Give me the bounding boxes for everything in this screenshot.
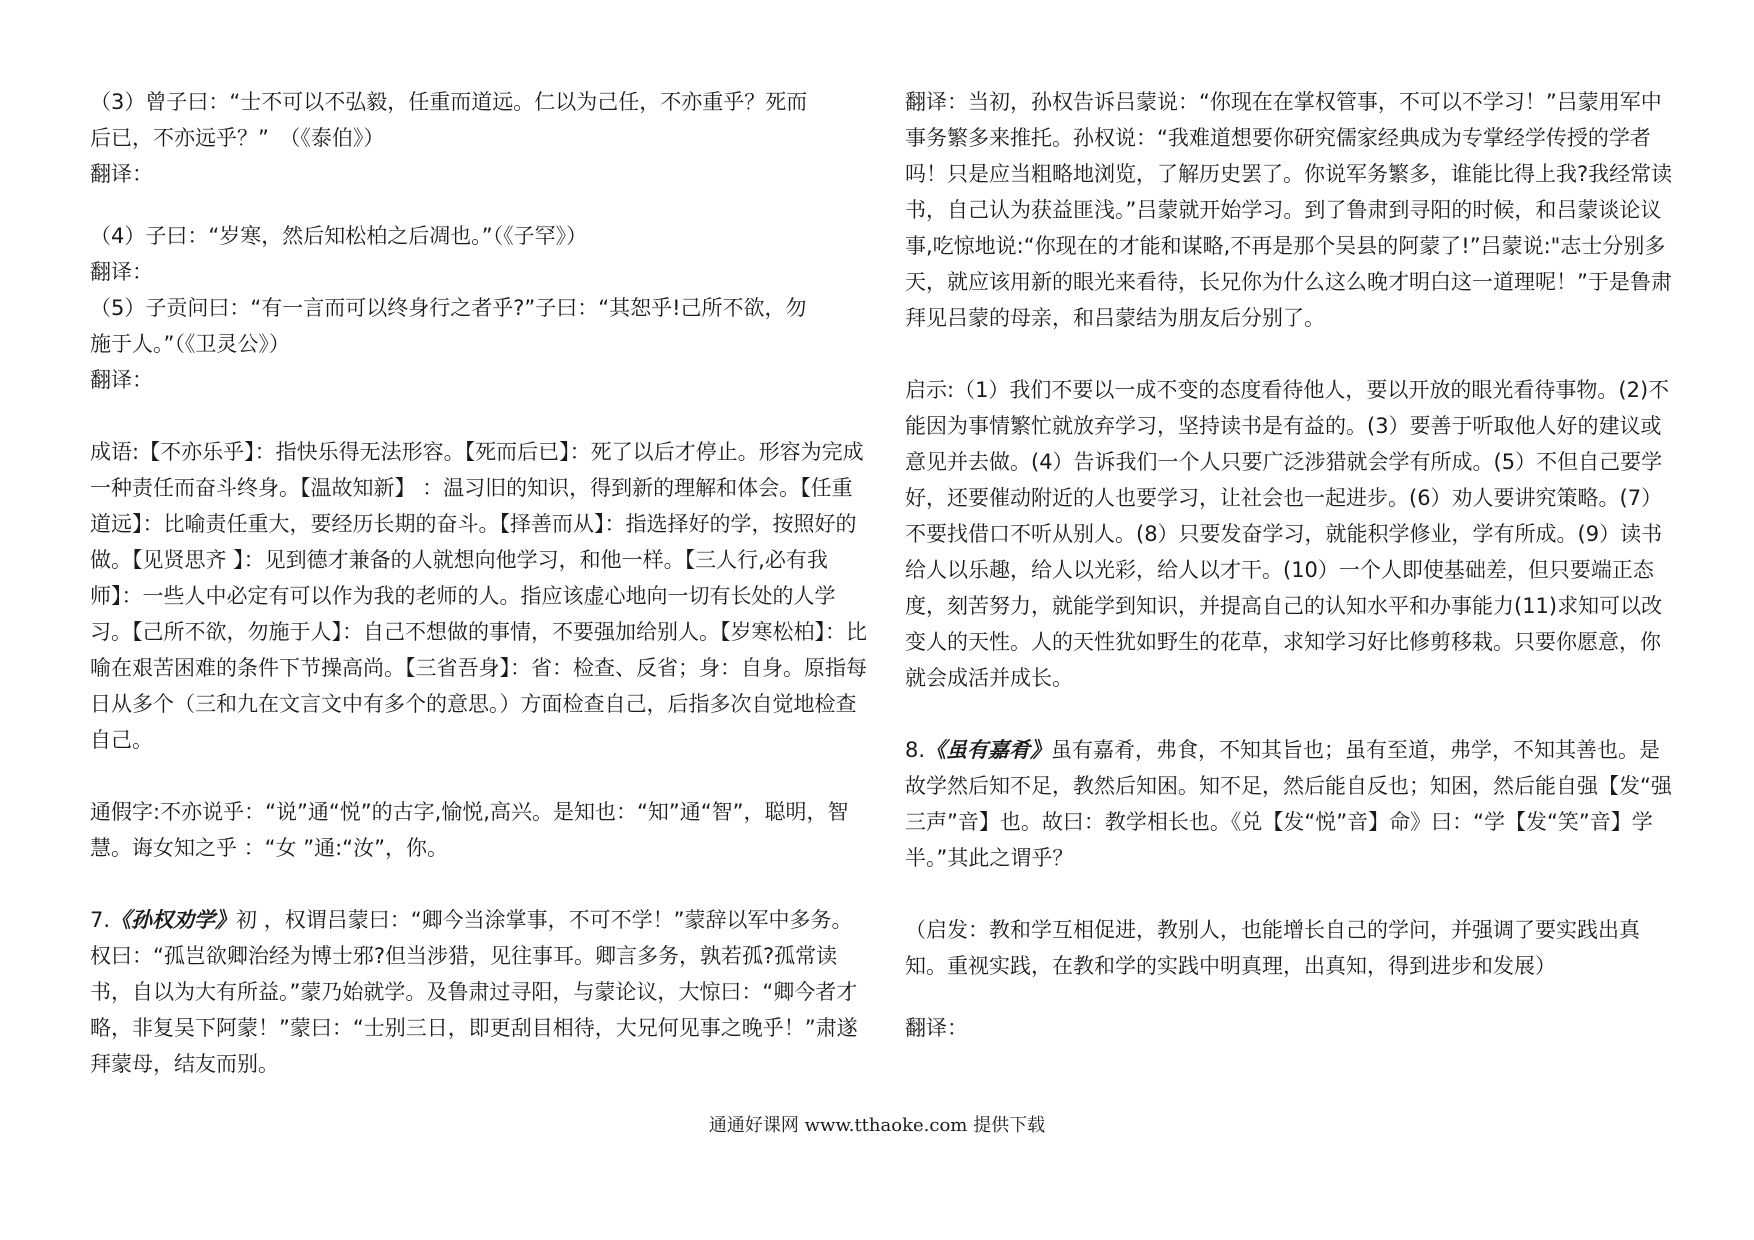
section8-title: 《虽有嘉肴》 bbox=[925, 738, 1052, 762]
tongjia-paragraph: 通假字:不亦说乎：“说”通“悦”的古字,愉悦,高兴。是知也：“知”通“智”，聪明，智慧。诲女知之乎 ：“女 ”通:“汝”，你。 bbox=[90, 800, 849, 860]
idioms-paragraph: 成语:【不亦乐乎】：指快乐得无法形容。【死而后已】：死了以后才停止。形容为完成一种责任而奋斗终身。【温故知新】 ：温习旧的知识，得到新的理解和体会。【任重道远】：比喻责任重大，要经历长期的奋斗。【择善而从】：指选择好的学，按照好的做。【见贤思齐 】：见到德才兼备的人就想向他学习，和他一样。【三人行,必有我师】：一些人中必定有可以作为我的老师的人。指应该虚心地向一切有长处的人学习。【己所不欲，勿施于人】：自己不想做的事情，不要强加给别人。【岁寒松柏】：比喻在艰苦困难的条件下节操高尚。【三省吾身】：省：检查、反省；身：自身。原指每日从多个（三和九在文言文中有多个的意思。）方面检查自己，后指多次自觉地检查自己。 bbox=[90, 440, 867, 752]
page-footer: 通通好课网 www.tthaoke.com 提供下载 bbox=[708, 1115, 1046, 1136]
section7-translation: 翻译：当初，孙权告诉吕蒙说：“你现在在掌权管事，不可以不学习！”吕蒙用军中事务繁多来推托。孙权说：“我难道想要你研究儒家经典成为专掌经学传授的学者吗！只是应当粗略地浏览，了解历史罢了。你说军务繁多，谁能比得上我?我经常读书，自己认为获益匪浅。”吕蒙就开始学习。到了鲁肃到寻阳的时候，和吕蒙谈论议事,吃惊地说:“你现在的才能和谋略,不再是那个吴县的阿蒙了!”吕蒙说:"志士分别多天，就应该用新的眼光来看待，长兄你为什么这么晚才明白这一道理呢！”于是鲁肃拜见吕蒙的母亲，和吕蒙结为朋友后分别了。 bbox=[905, 90, 1673, 330]
q4-translation-label: 翻译： bbox=[90, 260, 153, 284]
section8-text: 虽有嘉肴，弗食，不知其旨也；虽有至道，弗学，不知其善也。是故学然后知不足，教然后知困。知不足，然后能自反也；知困，然后能自强【发“强三声”音】也。故曰：教学相长也。《兑【发“悦”音】命》曰：“学【发“笑”音】学半。”其此之谓乎？ bbox=[905, 738, 1672, 870]
q4-line1: （4）子曰：“岁寒，然后知松柏之后凋也。”（《子罕》） bbox=[90, 224, 588, 248]
section7-paragraph bbox=[90, 902, 872, 1082]
section8-number: 8. bbox=[905, 738, 926, 762]
q5-line1: （5）子贡问曰：“有一言而可以终身行之者乎?”子曰：“其恕乎!己所不欲，勿 bbox=[90, 296, 807, 320]
section7-lessons: 启示:（1）我们不要以一成不变的态度看待他人，要以开放的眼光看待事物。(2)不能因为事情繁忙就放弃学习，坚持读书是有益的。(3）要善于听取他人好的建议或意见并去做。(4）告诉我们一个人只要广泛涉猎就会学有所成。(5）不但自己要学好，还要催动附近的人也要学习，让社会也一起进步。(6）劝人要讲究策略。(7）不要找借口不听从别人。(8）只要发奋学习，就能积学修业，学有所成。(9）读书给人以乐趣，给人以光彩，给人以才干。(10）一个人即使基础差，但只要端正态度，刻苦努力，就能学到知识，并提高自己的认知水平和办事能力(11)求知可以改变人的天性。人的天性犹如野生的花草，求知学习好比修剪移栽。只要你愿意，你就会成活并成长。 bbox=[905, 378, 1670, 690]
right-column bbox=[905, 84, 1680, 1046]
q5-translation-label: 翻译： bbox=[90, 368, 153, 392]
q5-line2: 施于人。”（《卫灵公》） bbox=[90, 332, 290, 356]
section7-title: 《孙权劝学》 bbox=[110, 908, 237, 932]
section8-paragraph bbox=[905, 732, 1680, 876]
q3-line1: （3）曾子曰：“士不可以不弘毅，任重而道远。仁以为己任，不亦重乎？死而 bbox=[90, 90, 808, 114]
left-column bbox=[90, 84, 872, 1082]
q3-line2: 后已，不亦远乎？” （《泰伯》） bbox=[90, 126, 385, 150]
q3-translation-label: 翻译： bbox=[90, 162, 153, 186]
section8-enlightenment: （启发：教和学互相促进，教别人，也能增长自己的学问，并强调了要实践出真知。重视实践，在教和学的实践中明真理，出真知，得到进步和发展） bbox=[905, 918, 1640, 978]
section7-number: 7. bbox=[90, 908, 111, 932]
section7-text: 初 ，权谓吕蒙曰：“卿今当涂掌事，不可不学！”蒙辞以军中多务。权曰：“孤岂欲卿治经为博士邪?但当涉猎，见往事耳。卿言多务，孰若孤?孤常读书，自以为大有所益。”蒙乃始就学。及鲁肃过寻阳，与蒙论议，大惊曰：“卿今者才略，非复吴下阿蒙！”蒙曰：“士别三日，即更刮目相待，大兄何见事之晚乎！”肃遂拜蒙母，结友而别。 bbox=[90, 908, 858, 1076]
section8-translation-label: 翻译： bbox=[905, 1016, 968, 1040]
